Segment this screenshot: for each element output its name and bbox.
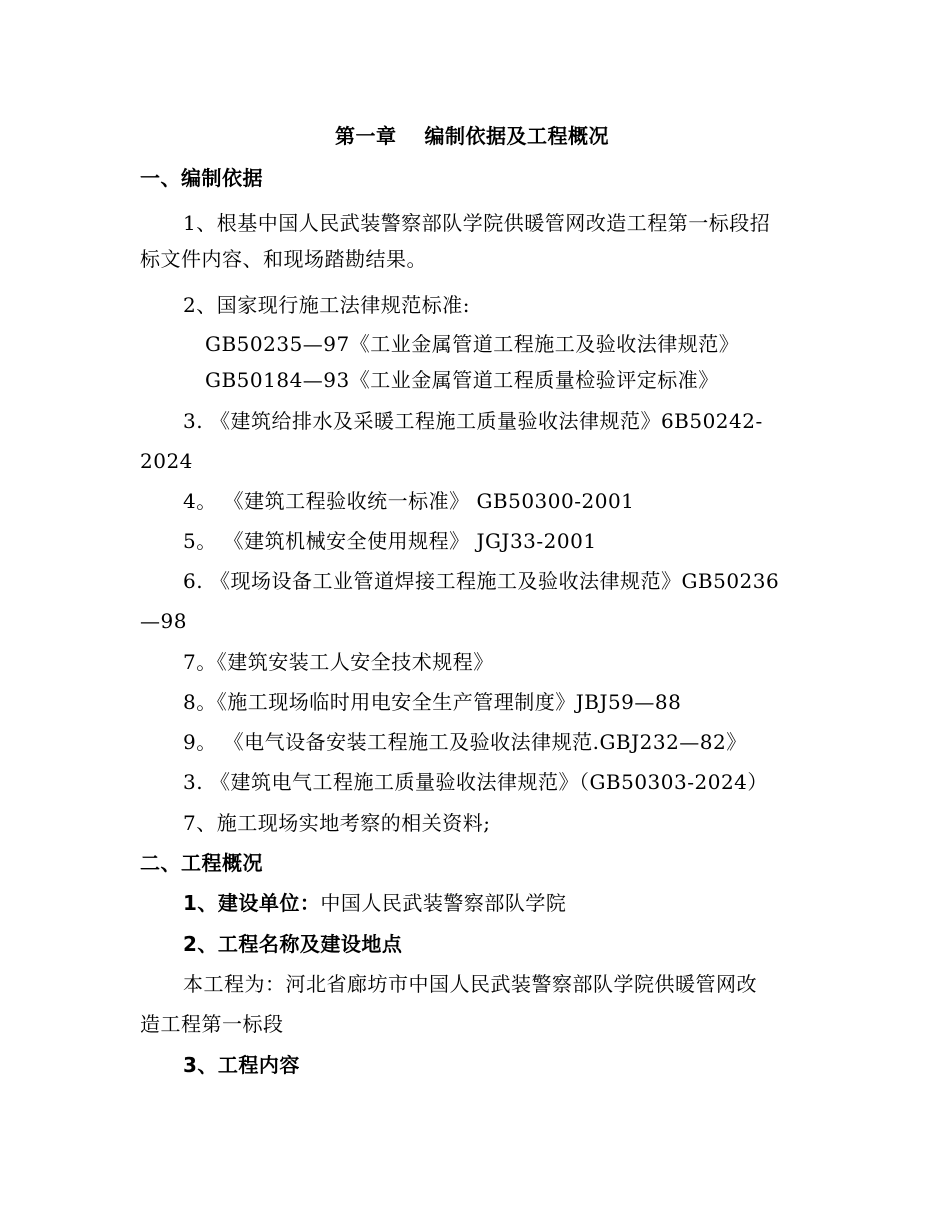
- overview-owner-label: 1、建设单位：: [183, 891, 321, 915]
- overview-content-heading: 3、工程内容: [183, 1053, 300, 1077]
- basis-item-3-line-2: 2024: [140, 449, 193, 473]
- overview-project-line-1: 本工程为：河北省廊坊市中国人民武装警察部队学院供暖管网改: [183, 972, 757, 996]
- section-heading-overview: 二、工程概况: [140, 851, 263, 875]
- basis-item-9: 9。 《电气设备安装工程施工及验收法律规范.GBJ232—82》: [183, 730, 747, 754]
- basis-item-5: 5。 《建筑机械安全使用规程》 JGJ33-2001: [183, 529, 597, 553]
- overview-name-location-heading: 2、工程名称及建设地点: [183, 932, 403, 956]
- chapter-title: 第一章 编制依据及工程概况: [335, 124, 609, 148]
- overview-project-line-2: 造工程第一标段: [140, 1012, 284, 1036]
- basis-item-8: 8。《施工现场临时用电安全生产管理制度》JBJ59—88: [183, 690, 682, 714]
- basis-item-1-line-2: 标文件内容、和现场踏勘结果。: [140, 247, 427, 271]
- overview-owner-value: 中国人民武装警察部队学院: [320, 891, 567, 915]
- basis-item-4: 4。 《建筑工程验收统一标准》 GB50300-2001: [183, 489, 635, 513]
- section-heading-basis: 一、编制依据: [140, 166, 263, 190]
- basis-item-6-line-2: —98: [140, 609, 187, 633]
- basis-item-11: 7、施工现场实地考察的相关资料;: [183, 811, 491, 835]
- basis-item-6-line-1: 6. 《现场设备工业管道焊接工程施工及验收法律规范》GB50236: [183, 569, 780, 593]
- basis-item-2: 2、国家现行施工法律规范标准:: [183, 293, 470, 317]
- basis-item-2-standard-2: GB50184—93《工业金属管道工程质量检验评定标准》: [205, 368, 719, 392]
- basis-item-7: 7。《建筑安装工人安全技术规程》: [183, 650, 494, 674]
- basis-item-3-line-1: 3. 《建筑给排水及采暖工程施工质量验收法律规范》6B50242-: [183, 409, 763, 433]
- overview-owner: [183, 890, 566, 916]
- basis-item-1-line-1: 1、根基中国人民武装警察部队学院供暖管网改造工程第一标段招: [183, 211, 771, 235]
- basis-item-2-standard-1: GB50235—97《工业金属管道工程施工及验收法律规范》: [205, 332, 740, 356]
- basis-item-10: 3. 《建筑电气工程施工质量验收法律规范》（GB50303-2024）: [183, 770, 768, 794]
